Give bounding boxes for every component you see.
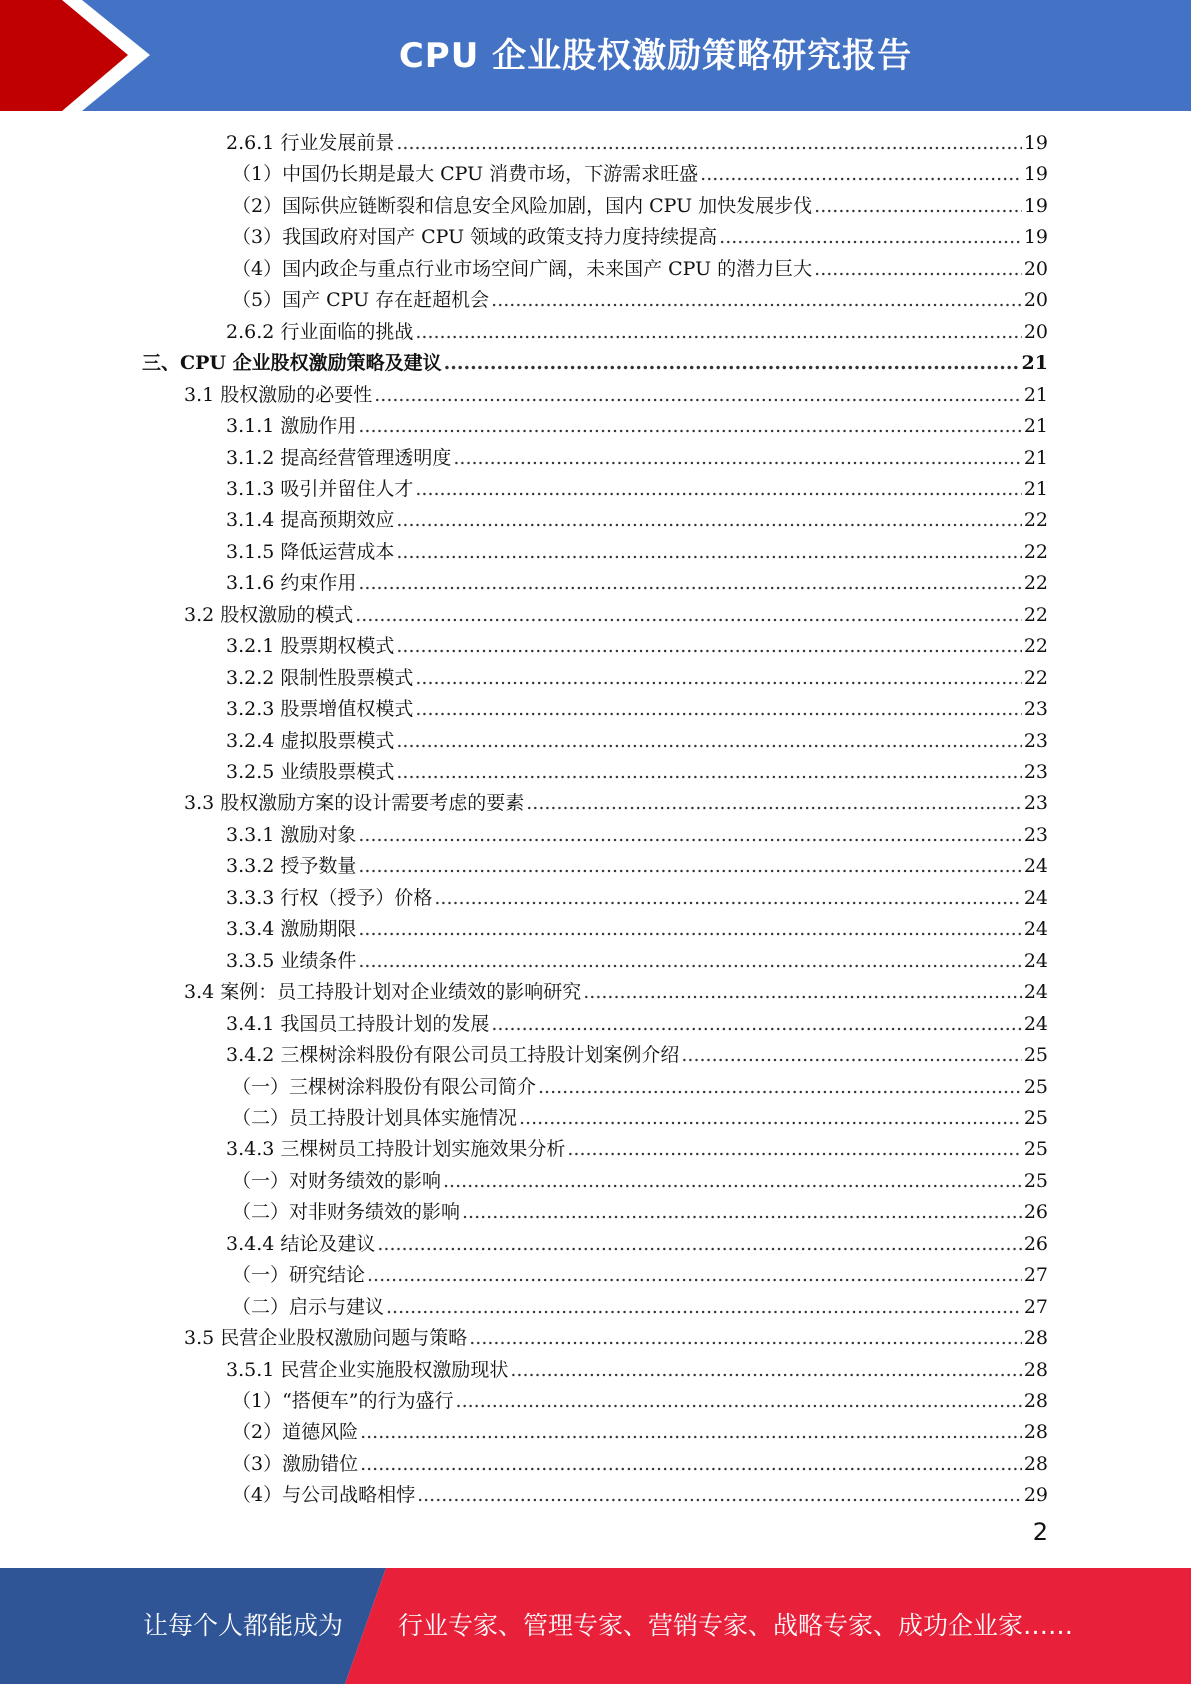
toc-dot-leader — [396, 537, 1021, 568]
toc-entry[interactable] — [226, 663, 1048, 694]
toc-entry[interactable] — [226, 317, 1048, 348]
toc-entry-page: 22 — [1023, 635, 1048, 658]
footer-slogan-left: 让每个人都能成为 — [143, 1611, 344, 1640]
toc-entry-label: 三、CPU 企业股权激励策略及建议 — [142, 352, 442, 375]
toc-dot-leader — [567, 1134, 1021, 1165]
toc-entry-page: 20 — [1023, 320, 1048, 343]
toc-entry[interactable] — [226, 1134, 1048, 1165]
toc-dot-leader — [358, 820, 1021, 851]
toc-entry-label: 2.6.2 行业面临的挑战 — [226, 320, 414, 343]
toc-entry[interactable] — [226, 443, 1048, 474]
toc-entry-page: 23 — [1023, 823, 1048, 846]
toc-entry-label: （一）研究结论 — [232, 1264, 366, 1287]
toc-entry-page: 19 — [1023, 226, 1048, 249]
toc-dot-leader — [358, 851, 1021, 882]
toc-entry[interactable] — [232, 1072, 1048, 1103]
toc-entry-page: 24 — [1023, 855, 1048, 878]
toc-entry[interactable] — [232, 1166, 1048, 1197]
report-title: CPU 企业股权激励策略研究报告 — [398, 36, 913, 76]
toc-entry-label: 3.2.1 股票期权模式 — [226, 635, 395, 658]
toc-entry[interactable] — [232, 222, 1048, 253]
toc-entry[interactable] — [184, 977, 1048, 1008]
toc-entry-label: 3.1.5 降低运营成本 — [226, 540, 395, 563]
toc-entry-label: 3.2.3 股票增值权模式 — [226, 698, 414, 721]
toc-entry-page: 19 — [1023, 194, 1048, 217]
toc-dot-leader — [358, 411, 1021, 442]
toc-entry-page: 28 — [1023, 1390, 1048, 1412]
toc-entry[interactable] — [226, 128, 1048, 159]
toc-entry-page: 23 — [1023, 729, 1048, 752]
toc-dot-leader — [415, 474, 1021, 505]
toc-dot-leader — [358, 914, 1021, 945]
toc-dot-leader — [519, 1103, 1022, 1134]
toc-dot-leader — [417, 1480, 1022, 1511]
toc-entry[interactable] — [232, 1417, 1048, 1448]
footer-slogan-right: 行业专家、管理专家、营销专家、战略专家、成功企业家…… — [398, 1611, 1074, 1640]
toc-entry-label: 3.2.2 限制性股票模式 — [226, 666, 414, 689]
toc-dot-leader — [491, 1009, 1021, 1040]
toc-entry-label: 3.4.1 我国员工持股计划的发展 — [226, 1012, 490, 1035]
toc-entry-label: 2.6.1 行业发展前景 — [226, 132, 395, 154]
toc-dot-leader — [415, 663, 1021, 694]
toc-entry-label: （3）我国政府对国产 CPU 领域的政策支持力度持续提高 — [232, 226, 718, 249]
toc-entry[interactable] — [184, 788, 1048, 819]
toc-entry-label: （二）对非财务绩效的影响 — [232, 1201, 461, 1224]
toc-entry-page: 24 — [1023, 981, 1048, 1004]
toc-entry-label: （二）启示与建议 — [232, 1295, 385, 1318]
toc-entry-page: 28 — [1023, 1358, 1048, 1381]
toc-entry[interactable] — [226, 505, 1048, 536]
toc-entry-page: 26 — [1023, 1232, 1048, 1255]
toc-entry-label: 3.4.2 三棵树涂料股份有限公司员工持股计划案例介绍 — [226, 1044, 680, 1067]
toc-dot-leader — [700, 159, 1022, 190]
toc-entry[interactable] — [226, 537, 1048, 568]
toc-entry[interactable] — [232, 1292, 1048, 1323]
toc-dot-leader — [510, 1355, 1021, 1386]
toc-entry[interactable] — [184, 380, 1048, 411]
toc-entry[interactable] — [226, 1040, 1048, 1071]
toc-entry[interactable] — [232, 191, 1048, 222]
toc-entry-page: 20 — [1023, 257, 1048, 280]
toc-dot-leader — [719, 222, 1022, 253]
toc-entry-page: 19 — [1023, 163, 1048, 186]
toc-entry-page: 21 — [1021, 352, 1048, 375]
toc-entry-label: 3.3.3 行权（授予）价格 — [226, 886, 433, 909]
toc-dot-leader — [462, 1197, 1022, 1228]
toc-dot-leader — [377, 1229, 1021, 1260]
toc-dot-leader — [374, 380, 1022, 411]
toc-dot-leader — [583, 977, 1022, 1008]
toc-entry[interactable] — [232, 1260, 1048, 1291]
toc-entry-page: 29 — [1023, 1484, 1048, 1507]
toc-entry-page: 23 — [1023, 698, 1048, 721]
toc-entry-page: 22 — [1023, 666, 1048, 689]
toc-entry-label: 3.1.1 激励作用 — [226, 415, 357, 438]
toc-dot-leader — [386, 1292, 1022, 1323]
toc-entry[interactable] — [232, 254, 1048, 285]
toc-entry-page: 25 — [1023, 1044, 1048, 1067]
toc-entry-label: （3）激励错位 — [232, 1452, 359, 1475]
toc-dot-leader — [814, 191, 1022, 222]
toc-dot-leader — [396, 757, 1021, 788]
toc-entry-page: 25 — [1023, 1169, 1048, 1192]
toc-entry-label: （2）道德风险 — [232, 1421, 359, 1444]
toc-dot-leader — [355, 600, 1022, 631]
toc-entry-page: 27 — [1023, 1295, 1048, 1318]
toc-dot-leader — [396, 631, 1021, 662]
toc-entry-label: 3.2.5 业绩股票模式 — [226, 761, 395, 783]
toc-entry[interactable] — [226, 1009, 1048, 1040]
toc-dot-leader — [434, 883, 1021, 914]
toc-entry-label: 3.3 股权激励方案的设计需要考虑的要素 — [184, 792, 525, 815]
toc-entry-page: 21 — [1023, 446, 1048, 469]
toc-entry-label: （一）三棵树涂料股份有限公司简介 — [232, 1075, 537, 1098]
toc-entry-label: 3.2 股权激励的模式 — [184, 603, 354, 626]
toc-entry-label: 3.4 案例：员工持股计划对企业绩效的影响研究 — [184, 981, 582, 1004]
toc-dot-leader — [526, 788, 1022, 819]
toc-entry-page: 25 — [1023, 1075, 1048, 1098]
toc-entry-label: （二）员工持股计划具体实施情况 — [232, 1106, 518, 1129]
toc-entry-page: 21 — [1023, 477, 1048, 500]
toc-dot-leader — [491, 285, 1022, 316]
toc-entry-page: 28 — [1023, 1452, 1048, 1475]
toc-entry[interactable] — [226, 568, 1048, 599]
toc-entry-label: （5）国产 CPU 存在赶超机会 — [232, 289, 490, 312]
toc-entry-page: 25 — [1023, 1138, 1048, 1161]
toc-dot-leader — [443, 1166, 1022, 1197]
toc-entry-label: 3.5 民营企业股权激励问题与策略 — [184, 1327, 468, 1350]
toc-entry-label: （1）中国仍长期是最大 CPU 消费市场，下游需求旺盛 — [232, 163, 699, 186]
toc-entry-page: 22 — [1023, 603, 1048, 626]
toc-entry-label: （1）“搭便车”的行为盛行 — [232, 1390, 454, 1412]
toc-dot-leader — [396, 505, 1021, 536]
toc-entry-page: 28 — [1023, 1421, 1048, 1444]
toc-entry[interactable] — [226, 411, 1048, 442]
toc-entry-page: 22 — [1023, 572, 1048, 595]
toc-entry-label: 3.3.2 授予数量 — [226, 855, 357, 878]
toc-entry-label: 3.1.4 提高预期效应 — [226, 509, 395, 532]
toc-entry[interactable] — [226, 726, 1048, 757]
toc-entry-page: 23 — [1023, 761, 1048, 783]
page-footer — [0, 1568, 1191, 1684]
page-header — [0, 0, 1191, 111]
toc-dot-leader — [358, 568, 1021, 599]
toc-entry[interactable] — [226, 820, 1048, 851]
toc-entry-label: 3.1 股权激励的必要性 — [184, 383, 373, 406]
toc-entry-page: 24 — [1023, 949, 1048, 972]
toc-entry-page: 25 — [1023, 1106, 1048, 1129]
toc-dot-leader — [456, 1386, 1022, 1417]
toc-entry[interactable] — [226, 914, 1048, 945]
toc-entry[interactable] — [226, 631, 1048, 662]
toc-entry[interactable] — [184, 1323, 1048, 1354]
toc-dot-leader — [453, 443, 1021, 474]
toc-entry-page: 22 — [1023, 509, 1048, 532]
toc-entry-label: （2）国际供应链断裂和信息安全风险加剧，国内 CPU 加快发展步伐 — [232, 194, 813, 217]
toc-dot-leader — [367, 1260, 1022, 1291]
toc-entry-page: 19 — [1023, 132, 1048, 154]
page-number: 2 — [1032, 1518, 1048, 1546]
toc-entry[interactable] — [232, 1480, 1048, 1511]
toc-entry-page: 23 — [1023, 792, 1048, 815]
toc-entry-label: 3.1.2 提高经营管理透明度 — [226, 446, 452, 469]
toc-dot-leader — [360, 1417, 1022, 1448]
toc-entry-label: 3.3.4 激励期限 — [226, 918, 357, 941]
toc-dot-leader — [538, 1072, 1022, 1103]
toc-entry-label: 3.3.5 业绩条件 — [226, 949, 357, 972]
toc-entry-label: 3.5.1 民营企业实施股权激励现状 — [226, 1358, 509, 1381]
toc-entry[interactable] — [232, 285, 1048, 316]
toc-dot-leader — [396, 128, 1021, 159]
toc-entry-page: 20 — [1023, 289, 1048, 312]
toc-entry-page: 24 — [1023, 918, 1048, 941]
toc-entry-page: 27 — [1023, 1264, 1048, 1287]
toc-entry-page: 22 — [1023, 540, 1048, 563]
toc-entry-page: 26 — [1023, 1201, 1048, 1224]
toc-entry-page: 24 — [1023, 1012, 1048, 1035]
toc-dot-leader — [358, 946, 1021, 977]
toc-entry-label: （一）对财务绩效的影响 — [232, 1169, 442, 1192]
toc-entry[interactable] — [232, 1449, 1048, 1480]
toc-entry[interactable] — [226, 851, 1048, 882]
toc-entry[interactable] — [226, 474, 1048, 505]
toc-entry-page: 21 — [1023, 383, 1048, 406]
toc-dot-leader — [814, 254, 1022, 285]
toc-entry-label: 3.1.6 约束作用 — [226, 572, 357, 595]
toc-entry[interactable] — [226, 1229, 1048, 1260]
toc-entry[interactable] — [232, 1386, 1048, 1417]
toc-entry-label: 3.4.3 三棵树员工持股计划实施效果分析 — [226, 1138, 566, 1161]
toc-dot-leader — [415, 694, 1021, 725]
toc-dot-leader — [469, 1323, 1022, 1354]
toc-entry[interactable] — [226, 1355, 1048, 1386]
toc-entry-label: 3.1.3 吸引并留住人才 — [226, 477, 414, 500]
toc-entry[interactable] — [232, 1197, 1048, 1228]
toc-entry[interactable] — [232, 1103, 1048, 1134]
toc-entry[interactable] — [184, 600, 1048, 631]
toc-entry-label: （4）国内政企与重点行业市场空间广阔，未来国产 CPU 的潜力巨大 — [232, 257, 813, 280]
toc-entry-label: （4）与公司战略相悖 — [232, 1484, 416, 1507]
toc-entry[interactable] — [142, 348, 1048, 379]
toc-dot-leader — [681, 1040, 1021, 1071]
toc-dot-leader — [415, 317, 1021, 348]
toc-entry[interactable] — [226, 946, 1048, 977]
toc-entry[interactable] — [226, 883, 1048, 914]
toc-dot-leader — [444, 348, 1020, 379]
toc-entry-label: 3.4.4 结论及建议 — [226, 1232, 376, 1255]
toc-entry[interactable] — [226, 757, 1048, 788]
toc-entry-page: 21 — [1023, 415, 1048, 438]
toc-entry-page: 24 — [1023, 886, 1048, 909]
toc-entry-page: 28 — [1023, 1327, 1048, 1350]
toc-entry-label: 3.2.4 虚拟股票模式 — [226, 729, 395, 752]
toc-entry[interactable] — [226, 694, 1048, 725]
toc-entry-label: 3.3.1 激励对象 — [226, 823, 357, 846]
toc-entry[interactable] — [232, 159, 1048, 190]
toc-dot-leader — [360, 1449, 1022, 1480]
toc-dot-leader — [396, 726, 1021, 757]
